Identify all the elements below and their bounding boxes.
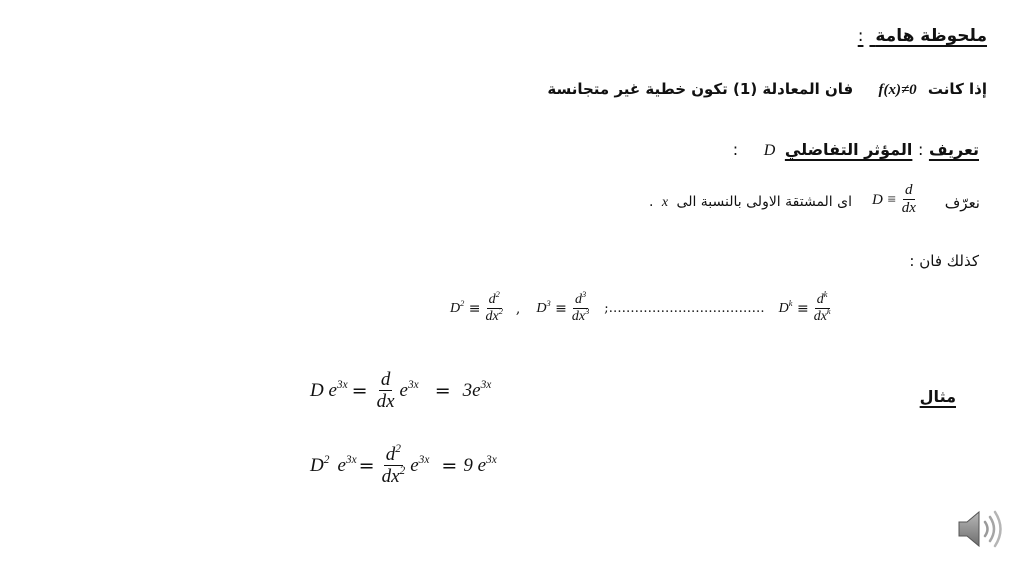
eq1-den: dx <box>376 390 395 412</box>
eq1-rhs-exp: 3x <box>480 379 492 392</box>
note-title-colon: : <box>857 26 864 46</box>
d3-num-exp: 3 <box>581 290 587 300</box>
eq1-rhs-base: 3e <box>462 380 481 402</box>
definition-title-colon: : <box>917 140 924 159</box>
eq1-mid-base: e <box>399 380 408 402</box>
eq2-den-dx: dx <box>381 465 400 487</box>
eq2-lhs-D-base: D <box>310 455 324 477</box>
define-word: نعرّف <box>944 194 980 212</box>
definition-title-word: تعريف <box>928 140 979 159</box>
d3-den-exp: 3 <box>585 306 590 316</box>
similarly-text: كذلك فان : <box>909 252 979 270</box>
eq2-fraction <box>380 445 408 488</box>
note-line-if: إذا كانت <box>927 80 987 98</box>
speaker-icon[interactable] <box>955 506 1007 552</box>
dk-fraction <box>812 290 833 325</box>
d3-den <box>570 306 591 325</box>
d2-den-exp: 2 <box>498 306 503 316</box>
d2-num-d: d <box>488 292 496 307</box>
eq2-mid <box>410 455 429 477</box>
eq2-rhs <box>463 455 496 477</box>
eq2-num-d: d <box>385 444 396 465</box>
dk-den-dx: dx <box>813 308 827 324</box>
note-title <box>858 26 987 46</box>
eq2-lhs-e-base: e <box>337 455 346 477</box>
eq2-num <box>384 445 403 466</box>
eq2-lhs-e <box>337 455 356 477</box>
define-fraction <box>900 183 918 217</box>
eq2-equals-2: = <box>441 455 458 478</box>
dk-num-exp: k <box>823 290 828 300</box>
speaker-icon-graphic <box>955 506 1007 552</box>
d2-num-exp: 2 <box>495 290 500 300</box>
eq1-equals-1: = <box>351 380 368 403</box>
dk-lhs-exp: k <box>788 299 793 309</box>
define-period: . <box>648 194 654 210</box>
define-meaning <box>649 194 852 211</box>
eq2-mid-base: e <box>410 455 419 477</box>
eq2-mid-exp: 3x <box>418 454 430 467</box>
eq1-num: d <box>380 369 391 390</box>
eq2-equals-1: = <box>358 455 375 478</box>
d2-den-dx: dx <box>485 308 499 324</box>
dk-lhs-D: D <box>778 300 789 316</box>
definition-title <box>733 140 979 160</box>
note-title-text: ملحوظة هامة <box>875 26 987 46</box>
powers-row <box>450 290 836 325</box>
powers-dots: ;……………………………… <box>604 301 765 317</box>
eq2-num-exp: 2 <box>395 443 401 456</box>
eq2-den <box>380 466 408 488</box>
eq2-lhs-D-exp: 2 <box>323 454 330 467</box>
eq2-lhs-e-exp: 3x <box>345 454 357 467</box>
d3-lhs-D: D <box>536 300 547 316</box>
eq1-mid <box>400 380 419 402</box>
note-line-rest: فان المعادلة (1) تكون خطية غير متجانسة <box>547 80 854 98</box>
define-operator-lhs: D ≡ <box>872 191 897 208</box>
equiv-sign-3: ≡ <box>792 300 809 317</box>
powers-comma: , <box>515 300 521 317</box>
eq1-lhs <box>310 380 348 402</box>
example-eq1 <box>310 370 491 413</box>
define-frac-num: d <box>905 182 913 198</box>
eq1-lhs-exp: 3x <box>336 379 348 392</box>
dk-den <box>812 306 833 325</box>
note-line <box>547 80 987 99</box>
d2-lhs-exp: 2 <box>460 299 465 309</box>
define-frac-den: dx <box>901 199 916 216</box>
d2-lhs-D: D <box>450 300 461 316</box>
d3-den-dx: dx <box>571 308 586 324</box>
eq2-lhs-D <box>310 455 329 477</box>
example-label: مثال <box>919 387 956 406</box>
d2-lhs <box>450 301 464 317</box>
eq1-equals-2: = <box>434 380 451 403</box>
d3-fraction <box>570 290 591 325</box>
eq1-rhs <box>463 380 492 402</box>
d2-fraction <box>484 290 505 325</box>
definition-title-rest: المؤثر التفاضلي <box>784 140 913 159</box>
d2-den <box>484 306 505 325</box>
define-operator <box>872 183 921 217</box>
definition-symbol: D <box>763 142 776 159</box>
definition-trailing-colon: : <box>732 140 739 159</box>
eq2-rhs-exp: 3x <box>486 454 497 467</box>
dk-den-exp: k <box>826 306 831 316</box>
d3-lhs-exp: 3 <box>546 299 551 309</box>
dk-lhs <box>779 301 793 317</box>
eq2-den-exp: 2 <box>399 464 406 477</box>
dk-num-d: d <box>816 292 824 307</box>
define-meaning-text: اى المشتقة الاولى بالنسبة الى <box>676 194 852 210</box>
d3-num-d: d <box>574 292 582 307</box>
note-condition: f(x)≠0 <box>878 82 917 98</box>
d3-lhs <box>536 301 550 317</box>
equiv-sign-2: ≡ <box>550 300 567 317</box>
eq2-rhs-base: 9 e <box>463 455 487 477</box>
eq1-fraction <box>375 370 397 413</box>
eq1-lhs-base: D e <box>310 380 337 402</box>
eq1-mid-exp: 3x <box>407 379 419 392</box>
example-eq2 <box>310 445 497 488</box>
equiv-sign-1: ≡ <box>464 300 481 317</box>
define-var: x <box>661 195 669 210</box>
